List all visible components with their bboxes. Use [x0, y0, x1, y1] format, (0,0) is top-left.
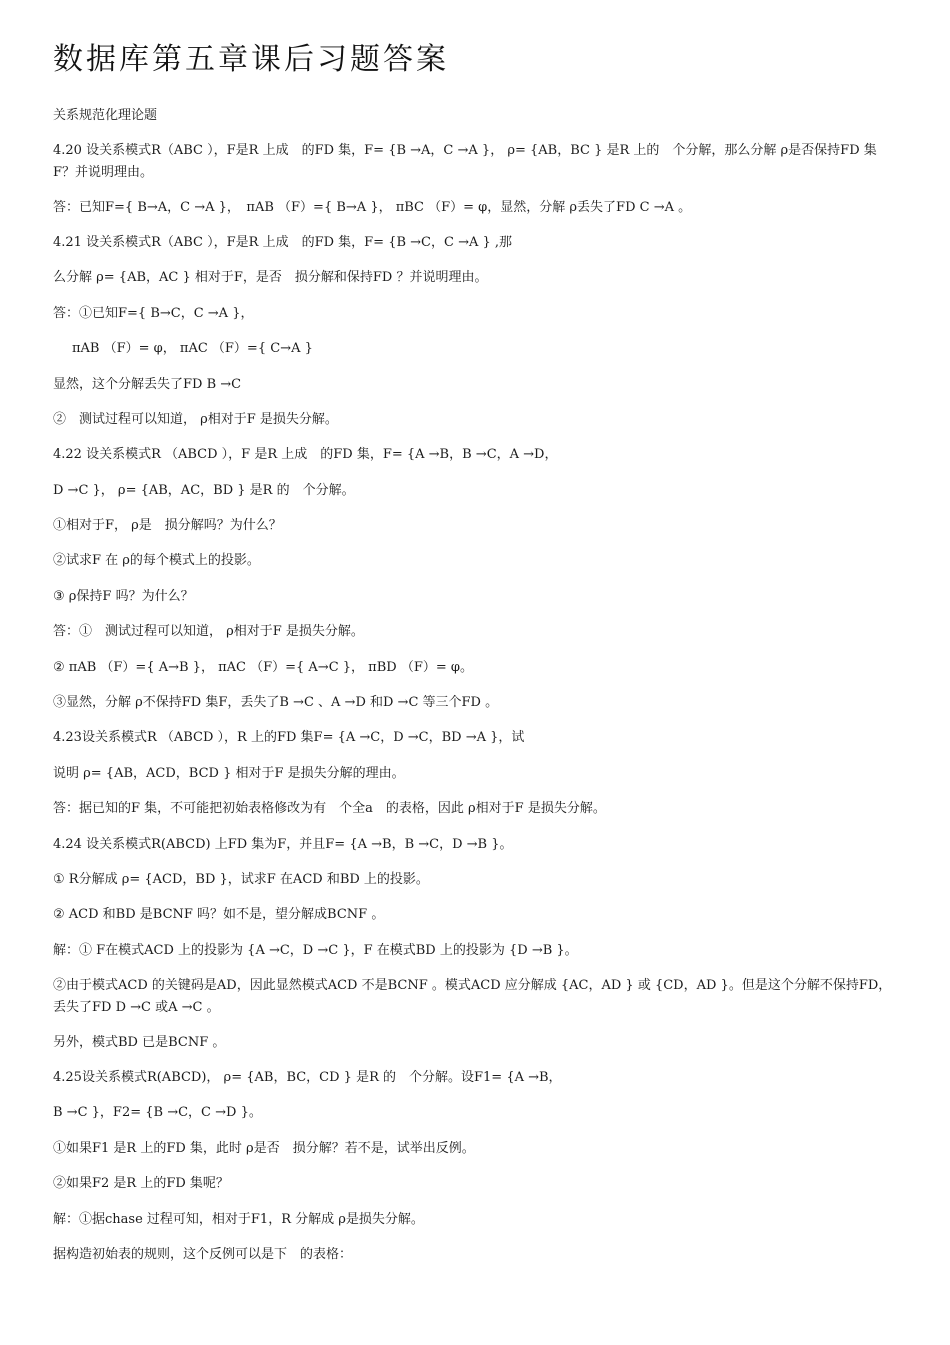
question-4-22-line2: D →C }， ρ= {AB，AC，BD } 是R 的 个分解。 [53, 483, 355, 498]
question-4-20: 4.20 设关系模式R（ABC ），F是R 上成 的FD 集，F= {B →A，C →A }， ρ= {AB，BC } 是R 上的 个分解，那么分解 ρ是否保持FD 集F？并说明理由。 [53, 143, 877, 180]
answer-4-23: 答：据已知的F 集，不可能把初始表格修改为有 个全a 的表格，因此 ρ相对于F 是损失分解。 [53, 801, 606, 816]
answer-4-24-part1: 解：① F在模式ACD 上的投影为 {A →C，D →C }，F 在模式BD 上的投影为 {D →B }。 [53, 943, 578, 958]
question-4-25-line1: 4.25设关系模式R(ABCD)， ρ= {AB，BC，CD } 是R 的 个分解。设F1= {A →B， [53, 1070, 562, 1085]
question-4-22-line1: 4.22 设关系模式R （ABCD ），F 是R 上成 的FD 集，F= {A →B，B →C，A →D， [53, 447, 558, 462]
answer-4-25-note: 据构造初始表的规则，这个反例可以是下 的表格： [53, 1247, 353, 1262]
answer-4-24-part2: ②由于模式ACD 的关键码是AD，因此显然模式ACD 不是BCNF 。模式ACD 应分解成 {AC，AD } 或 {CD，AD }。但是这个分解不保持FD，丢失了FD D →C 或A →C 。 [53, 978, 892, 1015]
question-4-25-part2: ②如果F2 是R 上的FD 集呢？ [53, 1176, 229, 1191]
question-4-21-line2: 么分解 ρ= {AB，AC } 相对于F，是否 损分解和保持FD ？并说明理由。 [53, 270, 488, 285]
question-4-25-line2: B →C }，F2= {B →C，C →D }。 [53, 1105, 262, 1120]
answer-4-21-line3: 显然，这个分解丢失了FD B →C [53, 377, 242, 392]
question-4-22-part2: ②试求F 在 ρ的每个模式上的投影。 [53, 553, 260, 568]
answer-4-21-line2: πAB （F）= φ， πAC （F）={ C→A } [72, 341, 313, 356]
answer-4-22-part3: ③显然，分解 ρ不保持FD 集F，丢失了B →C 、A →D 和D →C 等三个FD 。 [53, 695, 499, 710]
question-4-23-line2: 说明 ρ= {AB，ACD，BCD } 相对于F 是损失分解的理由。 [53, 766, 405, 781]
question-4-25-part1: ①如果F1 是R 上的FD 集，此时 ρ是否 损分解？若不是，试举出反例。 [53, 1141, 475, 1156]
answer-4-22-part2: ② πAB （F）={ A→B }， πAC （F）={ A→C }， πBD （F）= φ。 [53, 660, 473, 675]
section-heading: 关系规范化理论题 [53, 108, 158, 123]
question-4-23-line1: 4.23设关系模式R （ABCD ），R 上的FD 集F= {A →C，D →C，BD →A }，试 [53, 730, 525, 745]
question-4-22-part1: ①相对于F， ρ是 损分解吗？为什么？ [53, 518, 282, 533]
answer-4-20: 答：已知F={ B→A，C →A }， πAB （F）={ B→A }， πBC （F）= φ，显然，分解 ρ丢失了FD C →A 。 [53, 200, 692, 215]
answer-4-24-note: 另外，模式BD 已是BCNF 。 [53, 1035, 226, 1050]
question-4-24: 4.24 设关系模式R(ABCD) 上FD 集为F，并且F= {A →B，B →C，D →B }。 [53, 837, 513, 852]
question-4-22-part3: ③ ρ保持F 吗？为什么？ [53, 589, 194, 604]
answer-4-25-part1: 解：①据chase 过程可知，相对于F1，R 分解成 ρ是损失分解。 [53, 1212, 424, 1227]
answer-4-22-part1: 答：① 测试过程可以知道， ρ相对于F 是损失分解。 [53, 624, 364, 639]
answer-4-21-line4: ② 测试过程可以知道， ρ相对于F 是损失分解。 [53, 412, 338, 427]
question-4-21-line1: 4.21 设关系模式R（ABC ），F是R 上成 的FD 集，F= {B →C，C →A } ,那 [53, 235, 513, 250]
question-4-24-part1: ① R分解成 ρ= {ACD，BD }，试求F 在ACD 和BD 上的投影。 [53, 872, 429, 887]
page-title: 数据库第五章课后习题答案 [53, 42, 449, 77]
question-4-24-part2: ② ACD 和BD 是BCNF 吗？如不是，望分解成BCNF 。 [53, 907, 385, 922]
answer-4-21-line1: 答：①已知F={ B→C，C →A }， [53, 306, 254, 321]
